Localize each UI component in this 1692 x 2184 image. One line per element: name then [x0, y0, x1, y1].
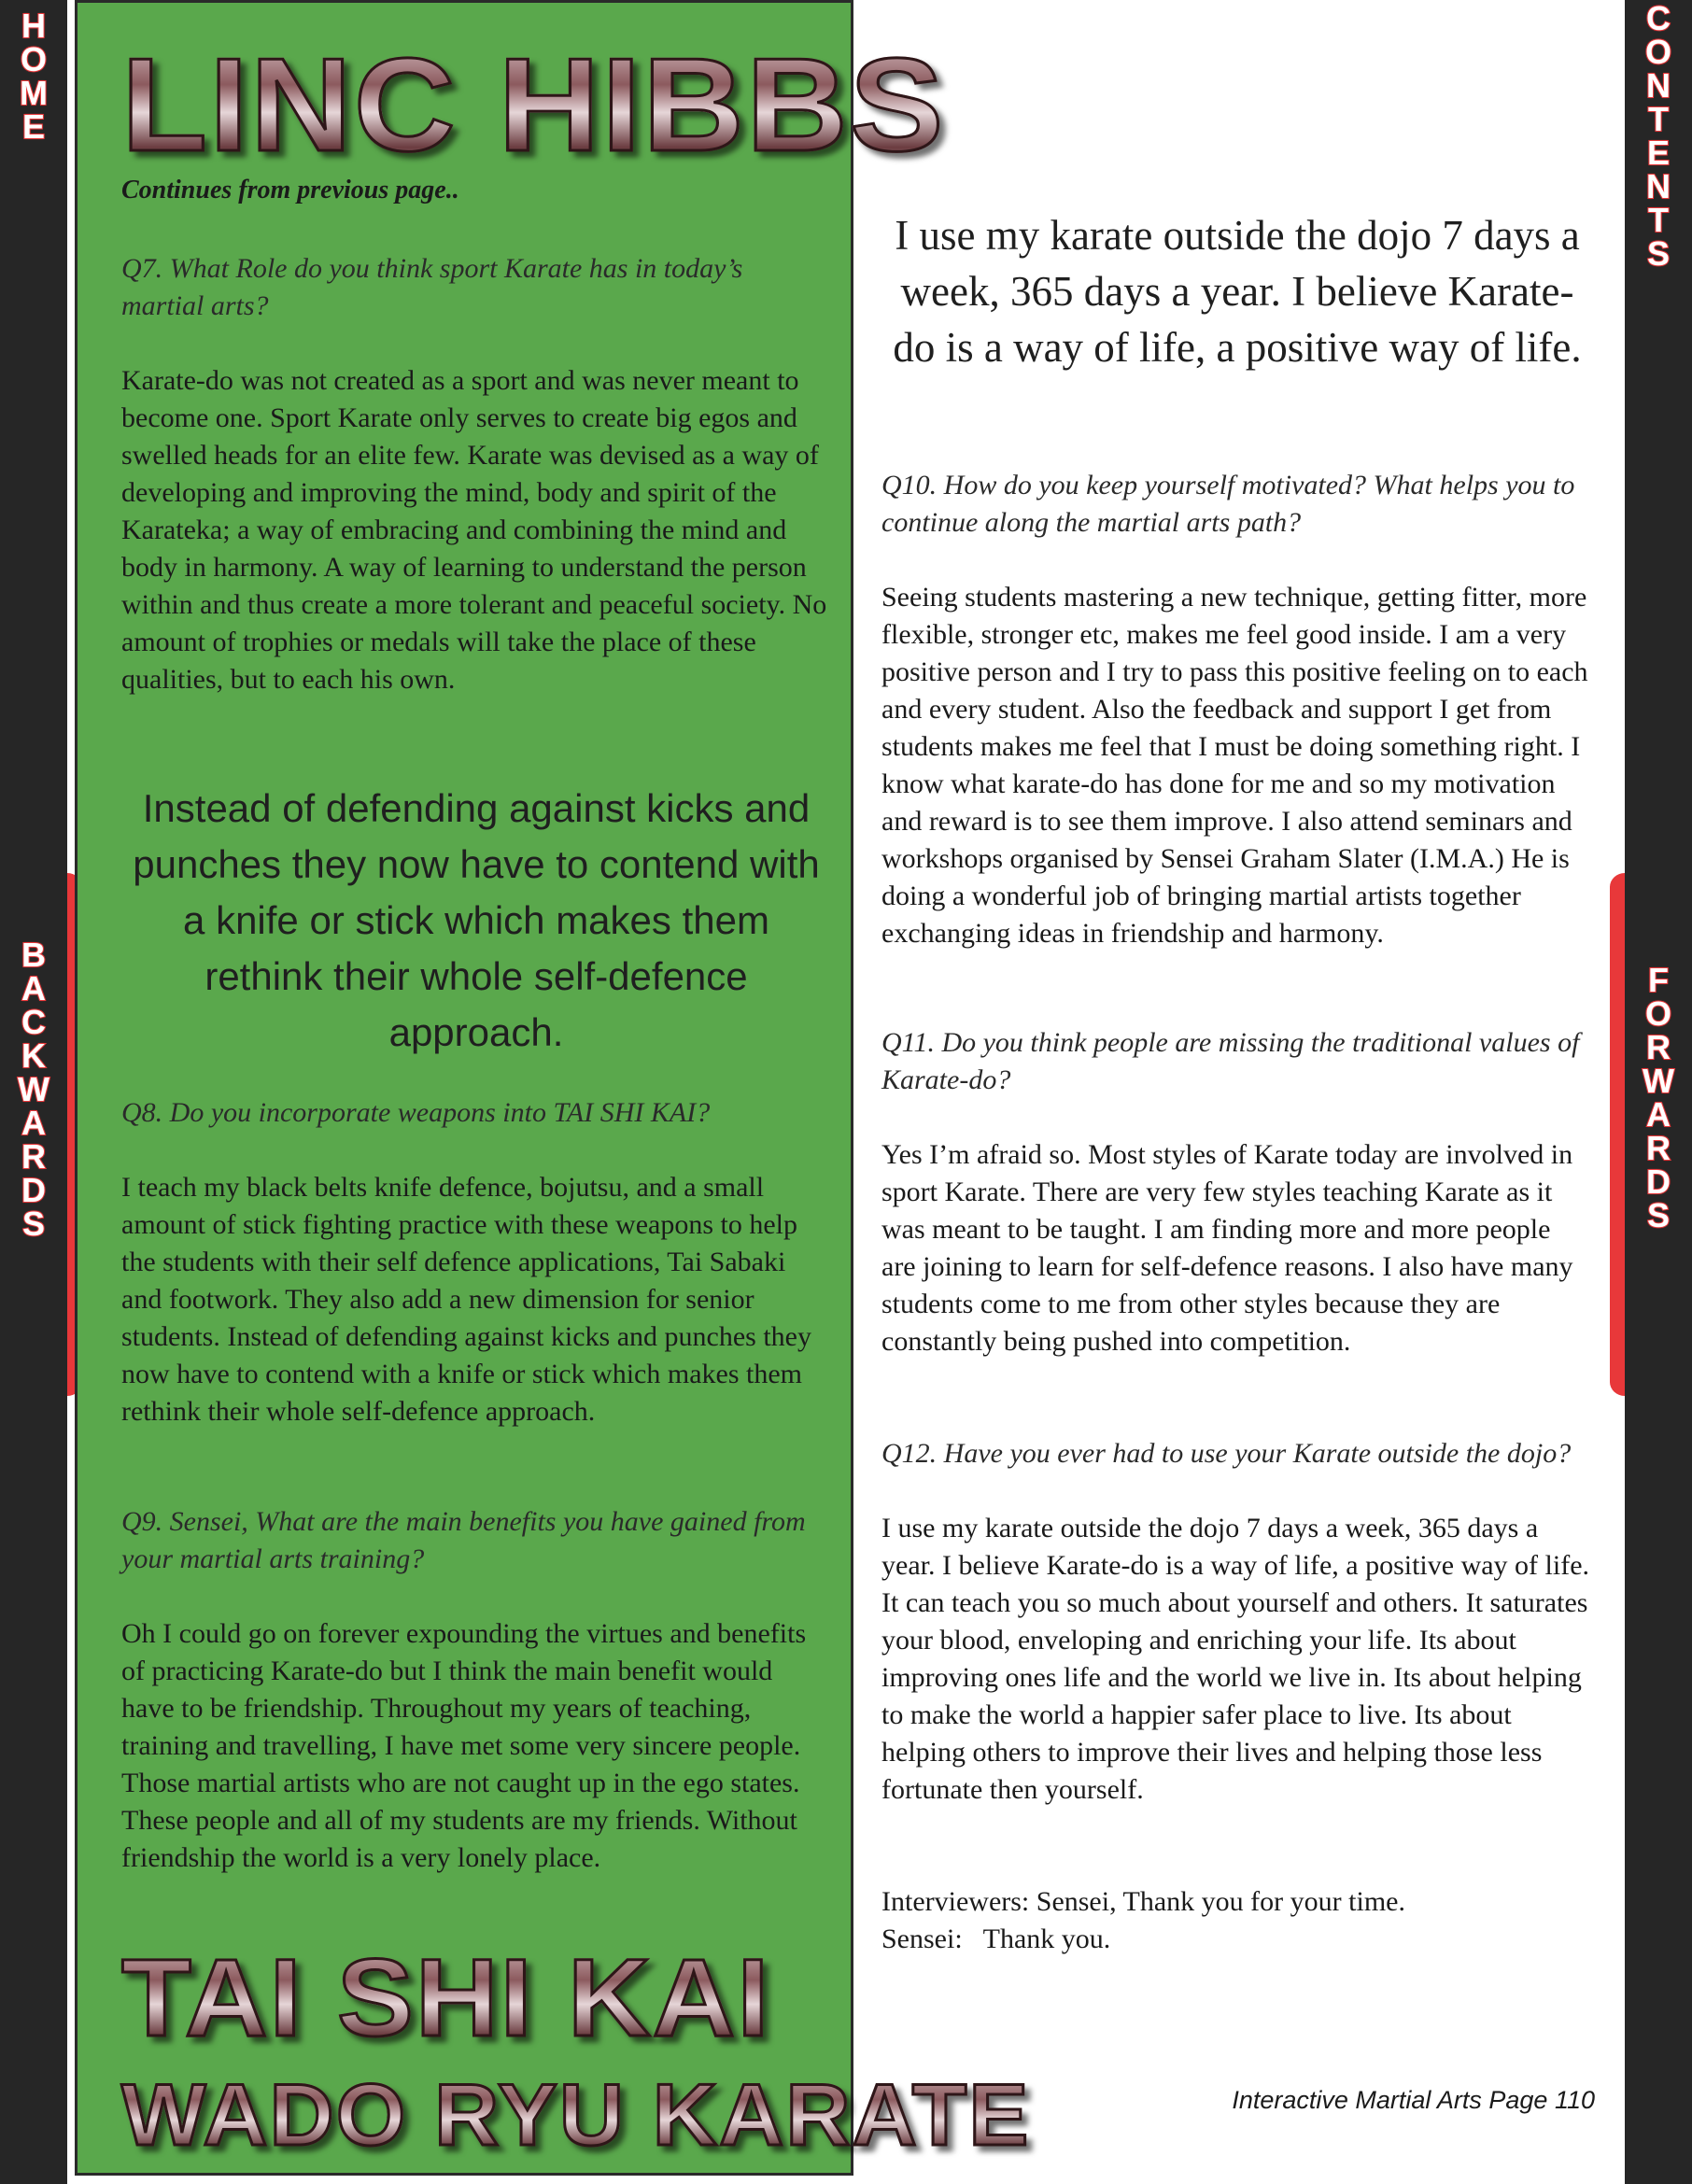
q7-block — [121, 250, 831, 698]
nav-letter: D — [21, 1171, 46, 1209]
answer-q8: I teach my black belts knife defence, bojutsu, and a small amount of stick fighting practice with these weapons to help the students with their self defence applications, Tai Sabaki and footwork. They also add a new dimension for senior students. Instead of defending against kicks and punches they now have to contend with a knife or stick which makes them rethink their whole self-defence approach. — [121, 1172, 811, 1427]
question-q8: Q8. Do you incorporate weapons into TAI SHI KAI? — [121, 1097, 711, 1128]
q9-block — [121, 1503, 831, 1877]
nav-letter: N — [1646, 167, 1671, 205]
nav-letter: H — [21, 7, 46, 45]
nav-letter: S — [1646, 1196, 1670, 1234]
nav-letter: N — [1646, 66, 1671, 105]
closing-block — [881, 1883, 1591, 1958]
nav-letter: F — [1648, 961, 1669, 999]
contents-link[interactable] — [1625, 2, 1692, 271]
nav-letter: R — [1646, 1028, 1671, 1066]
nav-letter: D — [1646, 1162, 1671, 1201]
closing-interviewers: Interviewers: Sensei, Thank you for your time. — [881, 1886, 1405, 1917]
home-link[interactable] — [0, 9, 67, 144]
nav-letter: K — [21, 1036, 46, 1075]
question-q10: Q10. How do you keep yourself motivated? What helps you to continue along the martial arts path? — [881, 470, 1575, 538]
nav-letter: A — [1646, 1095, 1671, 1134]
pullquote-text: Instead of defending against kicks and punches they now have to contend with a knife or stick which makes them rethink their whole self-defence approach. — [133, 786, 820, 1054]
nav-letter: R — [21, 1137, 46, 1176]
question-q9: Q9. Sensei, What are the main benefits you have gained from your martial arts training? — [121, 1506, 806, 1574]
nav-letter: M — [20, 74, 48, 112]
right-nav-sidebar — [1625, 0, 1692, 2184]
nav-letter: W — [18, 1070, 49, 1108]
question-q11: Q11. Do you think people are missing the traditional values of Karate-do? — [881, 1027, 1580, 1095]
q12-block — [881, 1435, 1591, 1809]
nav-letter: W — [1643, 1062, 1674, 1100]
nav-letter: C — [21, 1003, 46, 1041]
answer-q10: Seeing students mastering a new technique, getting fitter, more flexible, stronger etc, makes me feel good inside. I am a very positive person and I try to pass this positive feeling on to each and every student. Also the feedback and support I get from students makes me feel that I must be doing something right. I know what karate-do has done for me and so my motivation and reward is to see them improve. I also attend seminars and workshops organised by Sensei Graham Slater (I.M.A.) He is doing a wonderful job of bringing martial artists together exchanging ideas in friendship and harmony. — [881, 582, 1588, 949]
nav-letter: E — [1646, 134, 1670, 172]
backwards-link[interactable] — [0, 938, 67, 1241]
nav-letter: O — [1644, 994, 1671, 1033]
nav-letter: A — [21, 1104, 46, 1142]
nav-letter: E — [21, 107, 45, 146]
forwards-tab-accent — [1610, 873, 1625, 1396]
continues-note: Continues from previous page.. — [121, 176, 459, 204]
nav-letter: T — [1648, 100, 1669, 138]
page-title: LINC HIBBS — [121, 31, 946, 179]
wado-ryu-karate-logo: WADO RYU KARATE — [121, 2064, 1030, 2166]
answer-q9: Oh I could go on forever expounding the virtues and benefits of practicing Karate-do but I think the main benefit would have to be friendship. Throughout my years of teaching, training and travelling, I have met some very sincere people. Those martial artists who are not caught up in the ego states. These people and all of my students are my friends. Without friendship the world is a very lonely place. — [121, 1618, 807, 1873]
nav-letter: O — [20, 40, 47, 78]
answer-q11: Yes I’m afraid so. Most styles of Karate today are involved in sport Karate. There are very few styles teaching Karate as it was meant to be taught. I am finding more and more people are joining to learn for self-defence reasons. I also have many students come to me from other styles because they are constantly being pushed into competition. — [881, 1139, 1573, 1357]
left-pullquote — [121, 781, 831, 1061]
q11-block — [881, 1024, 1591, 1360]
question-q12: Q12. Have you ever had to use your Karate outside the dojo? — [881, 1438, 1572, 1469]
nav-letter: S — [1646, 234, 1670, 273]
q10-block — [881, 467, 1591, 952]
left-nav-sidebar — [0, 0, 67, 2184]
nav-letter: T — [1648, 201, 1669, 239]
nav-letter: C — [1646, 0, 1671, 37]
nav-letter: O — [1644, 33, 1671, 71]
nav-letter: B — [21, 936, 46, 974]
q8-block — [121, 1094, 831, 1430]
tai-shi-kai-logo: TAI SHI KAI — [121, 1937, 771, 2060]
closing-sensei: Sensei: Thank you. — [881, 1923, 1111, 1954]
nav-letter: S — [21, 1205, 45, 1243]
page-footer: Interactive Martial Arts Page 110 — [1232, 2086, 1595, 2114]
question-q7: Q7. What Role do you think sport Karate has in today’s martial arts? — [121, 253, 743, 321]
right-pullquote — [887, 207, 1587, 375]
answer-q12: I use my karate outside the dojo 7 days a week, 365 days a year. I believe Karate-do is a way of life, a positive way of life. It can teach you so much about yourself and others. It saturates your blood, enveloping and enriching your life. Its about improving ones life and the world we live in. Its about helping to make the world a happier safer place to live. Its about helping others to improve their lives and helping those less fortunate then yourself. — [881, 1513, 1590, 1805]
answer-q7: Karate-do was not created as a sport and was never meant to become one. Sport Karate only serves to create big egos and swelled heads for an elite few. Karate was devised as a way of developing and improving the mind, body and spirit of the Karateka; a way of embracing and combining the mind and body in harmony. A way of learning to understand the person within and thus create a more tolerant and peaceful society. No amount of trophies or medals will take the place of these qualities, but to each his own. — [121, 365, 827, 695]
forwards-link[interactable] — [1625, 961, 1692, 1234]
nav-letter: R — [1646, 1129, 1671, 1167]
pullquote-text: I use my karate outside the dojo 7 days a week, 365 days a year. I believe Karate-do is a way of life, a positive way of life. — [893, 212, 1582, 371]
nav-letter: A — [21, 969, 46, 1007]
